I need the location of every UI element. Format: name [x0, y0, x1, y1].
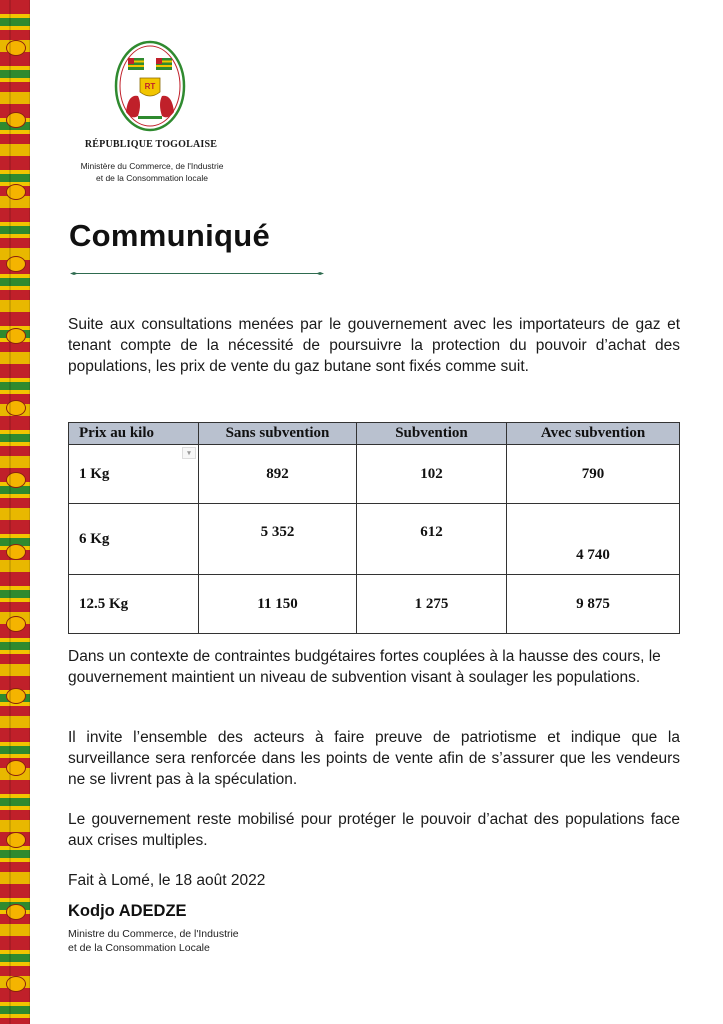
- sun-motif-icon: [6, 472, 26, 488]
- row-size: 12.5 Kg: [69, 575, 199, 634]
- decorative-border: [0, 0, 30, 1024]
- coat-of-arms-emblem: [112, 38, 188, 134]
- sun-motif-icon: [6, 544, 26, 560]
- gas-price-table: [68, 422, 680, 634]
- header-subvention: Subvention: [357, 423, 507, 445]
- table-row: [69, 445, 680, 504]
- place-date: Fait à Lomé, le 18 août 2022: [68, 872, 266, 889]
- ministry-line-2: et de la Consommation locale: [96, 173, 208, 183]
- table-row: [69, 504, 680, 575]
- row-subvention-text: 612: [420, 523, 443, 540]
- sun-motif-icon: [6, 616, 26, 632]
- sun-motif-icon: [6, 760, 26, 776]
- signer-name: Kodjo ADEDZE: [68, 902, 187, 920]
- ministry-line-1: Ministère du Commerce, de l'Industrie: [80, 161, 224, 171]
- row-subvention: [357, 504, 507, 575]
- row-size: 6 Kg: [69, 504, 199, 575]
- invitation-paragraph: Il invite l’ensemble des acteurs à faire preuve de patriotisme et indique que la surveillance sera renforcée dans les points de vente afin de s’assurer que les vendeurs ne se livrent pas à la spéculation.: [68, 729, 680, 788]
- header-prix-au-kilo: Prix au kilo: [69, 423, 199, 445]
- row-sans: 892: [199, 445, 357, 504]
- row-subvention: 102: [357, 445, 507, 504]
- emblem-initials: RT: [144, 82, 156, 91]
- row-avec: 790: [507, 445, 680, 504]
- context-paragraph: Dans un contexte de contraintes budgétaires fortes couplées à la hausse des cours, le gouvernement maintient un niveau de subvention visant à soulager les populations.: [68, 648, 661, 686]
- title-divider: [70, 272, 324, 275]
- signer-role-line-2: et de la Consommation Locale: [68, 942, 210, 954]
- row-sans: [199, 504, 357, 575]
- chevron-down-icon[interactable]: ▾: [182, 447, 196, 459]
- intro-paragraph: Suite aux consultations menées par le gouvernement avec les importateurs de gaz et tenant compte de la nécessité de poursuivre la protection du pouvoir d’achat des populations, les prix de vente du gaz butane sont fixés comme suit.: [68, 316, 680, 375]
- signer-role-line-1: Ministre du Commerce, de l'Industrie: [68, 928, 239, 940]
- row-subvention: 1 275: [357, 575, 507, 634]
- table-row: [69, 575, 680, 634]
- header-avec-subvention: Avec subvention: [507, 423, 680, 445]
- sun-motif-icon: [6, 328, 26, 344]
- sun-motif-icon: [6, 904, 26, 920]
- closing-paragraph: Le gouvernement reste mobilisé pour protéger le pouvoir d’achat des populations face aux crises multiples.: [68, 811, 680, 849]
- row-avec: 4 740: [507, 504, 680, 575]
- row-avec: 9 875: [507, 575, 680, 634]
- sun-motif-icon: [6, 400, 26, 416]
- header-sans-subvention: Sans subvention: [199, 423, 357, 445]
- signer-role: [68, 927, 239, 955]
- row-size-text: 1 Kg: [79, 465, 110, 482]
- sun-motif-icon: [6, 688, 26, 704]
- sun-motif-icon: [6, 112, 26, 128]
- sun-motif-icon: [6, 184, 26, 200]
- page-title: Communiqué: [69, 218, 271, 253]
- republic-name: RÉPUBLIQUE TOGOLAISE: [84, 139, 218, 150]
- sun-motif-icon: [6, 832, 26, 848]
- ministry-header: [64, 160, 240, 184]
- sun-motif-icon: [6, 40, 26, 56]
- table-header-row: [69, 423, 680, 445]
- row-size: [69, 445, 199, 504]
- row-sans: 11 150: [199, 575, 357, 634]
- sun-motif-icon: [6, 976, 26, 992]
- sun-motif-icon: [6, 256, 26, 272]
- row-sans-text: 5 352: [260, 523, 295, 540]
